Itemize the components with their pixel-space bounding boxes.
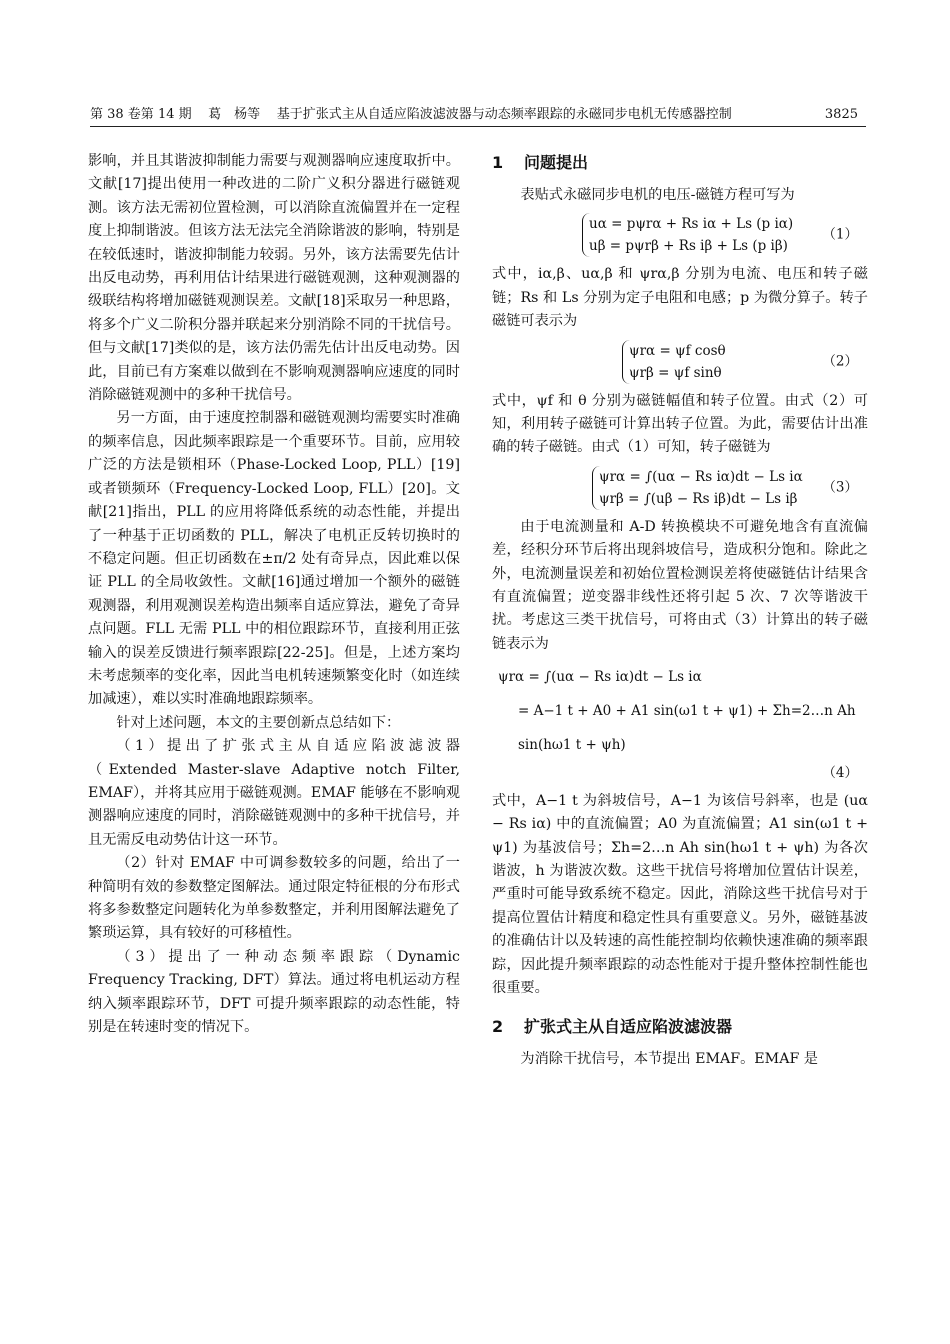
paragraph: 式中，A−1 t 为斜坡信号，A−1 为该信号斜率，也是 (uα − Rs iα) 中的直流偏置；A0 为直流偏置；A1 sin(ω1 t + ψ1) 为基波信号；Σh=2…n Ah sin(hω1 t + ψh) 为各次谐波，h 为谐波次数。这些干扰信号将增加位置估计误差，严重时可能导致系统不稳定。因此，消除这些干扰信号对于提高位置估计精度和稳定性具有重要意义。另外，磁链基波的准确估计以及转速的高性能控制均依赖快速准确的频率跟踪，因此提升频率跟踪的动态性能对于提升整体控制性能也很重要。 (492, 792, 868, 996)
paragraph: 由于电流测量和 A-D 转换模块不可避免地含有直流偏差，经积分环节后将出现斜坡信号，造成积分饱和。除此之外，电流测量误差和初始位置检测误差将使磁链估计结果含有直流偏置；逆变器非线性还将引起 5 次、7 次等谐波干扰。考虑这三类干扰信号，可将由式（3）计算出的转子磁链表示为 (492, 518, 868, 652)
paragraph: 另一方面，由于速度控制器和磁链观测均需要实时准确的频率信息，因此频率跟踪是一个重要环节。目前，应用较广泛的方法是锁相环（Phase-Locked Loop, PLL）[19]或者锁频环（Frequency-Locked Loop, FLL）[20]。文献[21]指出，PLL 的应用将降低系统的动态性能，并提出了一种基于正切函数的 PLL，解决了电机正反转切换时的不稳定问题。但正切函数在±π/2 处有奇异点，因此难以保证 PLL 的全局收敛性。文献[16]通过增加一个额外的磁链观测器，利用观测误差构造出频率自适应算法，避免了奇异点问题。FLL 无需 PLL 中的相位跟踪环节，直接利用正弦输入的误差反馈进行频率跟踪[22-25]。但是，上述方案均未考虑频率的变化率，因此当电机转速频繁变化时（如连续加减速），难以实时准确地跟踪频率。 (88, 410, 460, 708)
equation-1 (492, 213, 868, 257)
journal-volume: 第 38 卷第 14 期 (90, 107, 192, 122)
equation-line: ψrβ = ∫(uβ − Rs iβ)dt − Ls iβ (599, 490, 798, 507)
paragraph: 针对上述问题，本文的主要创新点总结如下： (116, 714, 401, 731)
equation-line: uα = pψrα + Rs iα + Ls (p iα) (589, 216, 794, 233)
equation-line: ψrα = ∫(uα − Rs iα)dt − Ls iα (498, 669, 702, 686)
equation-line: ψrα = ψf cosθ (629, 342, 726, 359)
section-title: 扩张式主从自适应陷波滤波器 (524, 1017, 733, 1037)
left-column (88, 150, 460, 1039)
equation-number: （2） (822, 352, 858, 369)
paragraph: （3）提出了一种动态频率跟踪（Dynamic Frequency Tracking, DFT）算法。通过将电机运动方程纳入频率跟踪环节，DFT 可提升频率跟踪的动态性能，特别是在转速时变的情况下。 (88, 948, 460, 1036)
running-header (90, 104, 866, 127)
section-number: 2 (492, 1017, 504, 1037)
paragraph: （2）针对 EMAF 中可调参数较多的问题，给出了一种简明有效的参数整定图解法。通过限定特征根的分布形式将多参数整定问题转化为单参数整定，并利用图解法避免了繁琐运算，具有较好的可移植性。 (88, 855, 460, 942)
equation-2 (492, 340, 868, 384)
paragraph: 式中，ψf 和 θ 分别为磁链幅值和转子位置。由式（2）可知，利用转子磁链可计算出转子位置。为此，需要估计出准确的转子磁链。由式（1）可知，转子磁链为 (492, 392, 868, 456)
equation-number: （1） (822, 226, 858, 243)
equation-line: uβ = pψrβ + Rs iβ + Ls (p iβ) (589, 238, 788, 255)
page-number: 3825 (824, 107, 858, 122)
section-number: 1 (492, 153, 504, 172)
paragraph: 为消除干扰信号，本节提出 EMAF。EMAF 是 (520, 1051, 818, 1068)
header-authors: 葛 杨等 (208, 107, 261, 122)
section-heading-1 (492, 150, 868, 176)
header-title: 基于扩张式主从自适应陷波滤波器与动态频率跟踪的永磁同步电机无传感器控制 (276, 107, 732, 122)
paragraph: 影响，并且其谐波抑制能力需要与观测器响应速度取折中。文献[17]提出使用一种改进的二阶广义积分器进行磁链观测。该方法无需初位置检测，可以消除直流偏置并在一定程度上抑制谐波。但该方法无法完全消除谐波的影响，特别是在较低速时，谐波抑制能力较弱。另外，该方法需要先估计出反电动势，再利用估计结果进行磁链观测，这种观测器的级联结构将增加磁链观测误差。文献[18]采取另一种思路，将多个广义二阶积分器并联起来分别消除不同的干扰信号。但与文献[17]类似的是，该方法仍需先估计出反电动势。因此，目前已有方案难以做到在不影响观测器响应速度的同时消除磁链观测中的多种干扰信号。 (88, 153, 460, 404)
equation-line: ψrβ = ψf sinθ (629, 364, 722, 381)
equation-4 (492, 660, 868, 785)
paragraph: 式中，iα,β、uα,β 和 ψrα,β 分别为电流、电压和转子磁链；Rs 和 Ls 分别为定子电阻和电感；p 为微分算子。转子磁链可表示为 (492, 266, 868, 330)
section-title: 问题提出 (524, 153, 589, 172)
equation-line: = A−1 t + A0 + A1 sin(ω1 t + ψ1) + Σh=2…n Ah sin(hω1 t + ψh) (518, 703, 856, 754)
paragraph: 表贴式永磁同步电机的电压-磁链方程可写为 (520, 187, 795, 203)
equation-number: （4） (822, 765, 858, 782)
equation-number: （3） (822, 479, 858, 496)
section-heading-2 (492, 1014, 868, 1040)
paragraph: （1）提出了扩张式主从自适应陷波滤波器（Extended Master-slave Adaptive notch Filter, EMAF），并将其应用于磁链观测。EMAF 能够在不影响观测器响应速度的同时，消除磁链观测中的多种干扰信号，并且无需反电动势估计这一环节。 (88, 738, 460, 848)
equation-3 (492, 466, 868, 510)
equation-line: ψrα = ∫(uα − Rs iα)dt − Ls iα (599, 468, 803, 485)
right-column (492, 150, 868, 1072)
